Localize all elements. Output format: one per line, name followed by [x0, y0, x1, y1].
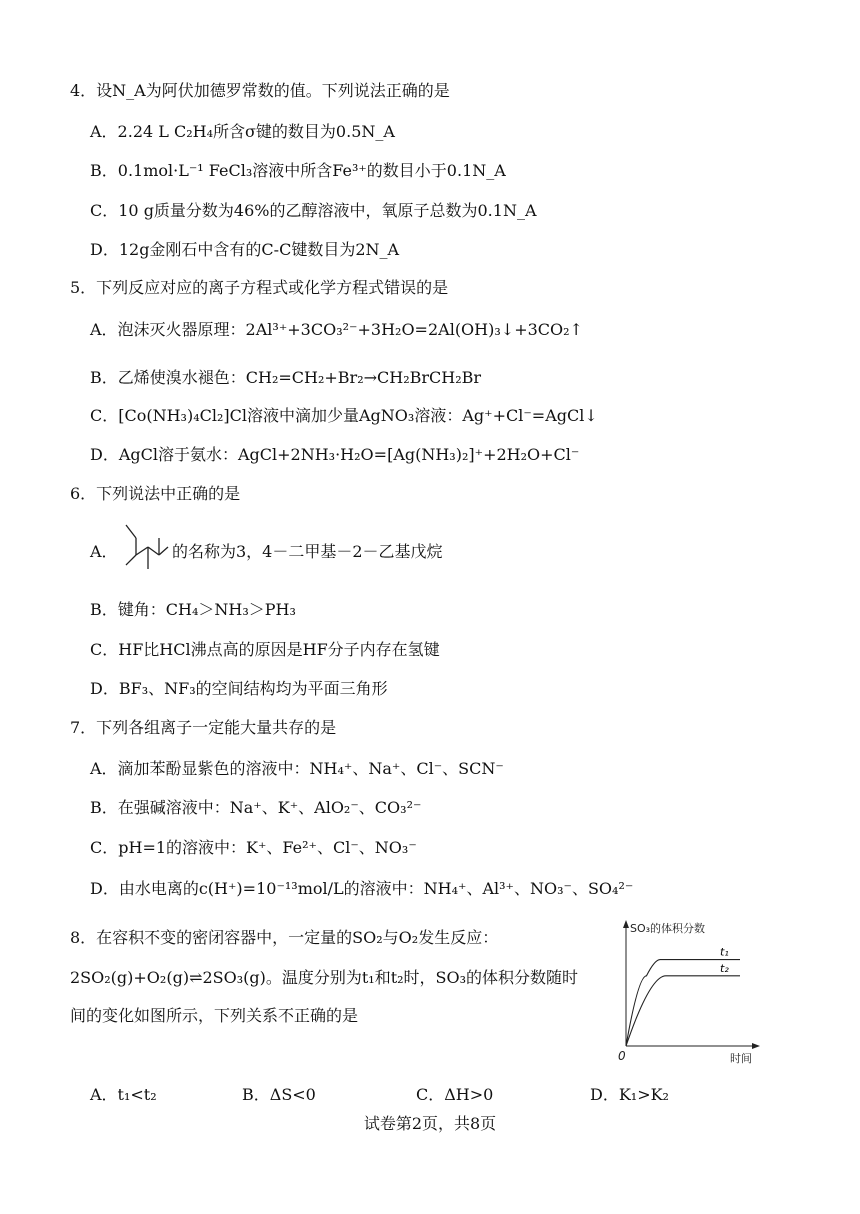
q6-option-b: B．键角：CH₄＞NH₃＞PH₃: [90, 600, 296, 619]
y-axis: [623, 920, 629, 1046]
q6-stem: 6．下列说法中正确的是: [70, 484, 241, 503]
q4-option-b: B．0.1mol·L⁻¹ FeCl₃溶液中所含Fe³⁺的数目小于0.1N_A: [90, 161, 506, 180]
q8-stem-line-2: 2SO₂(g)+O₂(g)⇌2SO₃(g)。温度分别为t₁和t₂时，SO₃的体积分数随时: [70, 968, 579, 987]
series-label-2: t₂: [720, 961, 729, 975]
q7-option-c: C．pH=1的溶液中：K⁺、Fe²⁺、Cl⁻、NO₃⁻: [90, 838, 417, 857]
q7-option-a: A．滴加苯酚显紫色的溶液中：NH₄⁺、Na⁺、Cl⁻、SCN⁻: [90, 759, 504, 778]
q6-option-d: D．BF₃、NF₃的空间结构均为平面三角形: [90, 679, 388, 698]
q5-option-d: D．AgCl溶于氨水：AgCl+2NH₃·H₂O=[Ag(NH₃)₂]⁺+2H₂O+Cl⁻: [90, 445, 580, 464]
q8-option-d: D．K₁>K₂: [590, 1085, 669, 1104]
q6-option-a-prefix: A．: [90, 542, 118, 561]
origin-label: 0: [618, 1049, 626, 1063]
q7-option-d: D．由水电离的c(H⁺)=10⁻¹³mol/L的溶液中：NH₄⁺、Al³⁺、NO₃⁻、SO₄²⁻: [90, 879, 634, 898]
q5-stem: 5．下列反应对应的离子方程式或化学方程式错误的是: [70, 278, 449, 297]
page-footer: 试卷第2页，共8页: [363, 1114, 497, 1133]
q8-option-c: C．ΔH>0: [416, 1085, 494, 1104]
q4-option-a: A．2.24 L C₂H₄所含σ键的数目为0.5N_A: [90, 122, 395, 141]
q8-option-a: A．t₁<t₂: [90, 1085, 157, 1104]
q7-stem: 7．下列各组离子一定能大量共存的是: [70, 718, 337, 737]
alkane-skeletal-structure: [124, 523, 170, 579]
q8-stem-line-1: 8．在容积不变的密闭容器中，一定量的SO₂与O₂发生反应：: [70, 928, 499, 947]
q6-option-c: C．HF比HCl沸点高的原因是HF分子内存在氢键: [90, 640, 440, 659]
q4-option-d: D．12g金刚石中含有的C-C键数目为2N_A: [90, 240, 400, 259]
q4-option-c: C．10 g质量分数为46%的乙醇溶液中，氧原子总数为0.1N_A: [90, 201, 537, 220]
series-line-2: [626, 976, 740, 1046]
q8-stem-line-3: 间的变化如图所示，下列关系不正确的是: [70, 1006, 359, 1025]
so3-fraction-chart: [612, 918, 762, 1068]
q5-option-c: C．[Co(NH₃)₄Cl₂]Cl溶液中滴加少量AgNO₃溶液：Ag⁺+Cl⁻=AgCl↓: [90, 406, 598, 425]
q5-option-a: A．泡沫灭火器原理：2Al³⁺+3CO₃²⁻+3H₂O=2Al(OH)₃↓+3CO₂↑: [90, 320, 583, 339]
x-axis-label: 时间: [730, 1052, 752, 1065]
x-axis: [626, 1043, 760, 1049]
q8-option-b: B．ΔS<0: [242, 1085, 316, 1104]
q7-option-b: B．在强碱溶液中：Na⁺、K⁺、AlO₂⁻、CO₃²⁻: [90, 798, 422, 817]
q4-stem: 4．设N_A为阿伏加德罗常数的值。下列说法正确的是: [70, 81, 450, 100]
series-label-1: t₁: [720, 945, 729, 959]
q6-option-a-text: 的名称为3，4－二甲基－2－乙基戊烷: [172, 542, 443, 561]
y-axis-label: SO₃的体积分数: [630, 922, 706, 935]
q5-option-b: B．乙烯使溴水褪色：CH₂=CH₂+Br₂→CH₂BrCH₂Br: [90, 368, 482, 387]
